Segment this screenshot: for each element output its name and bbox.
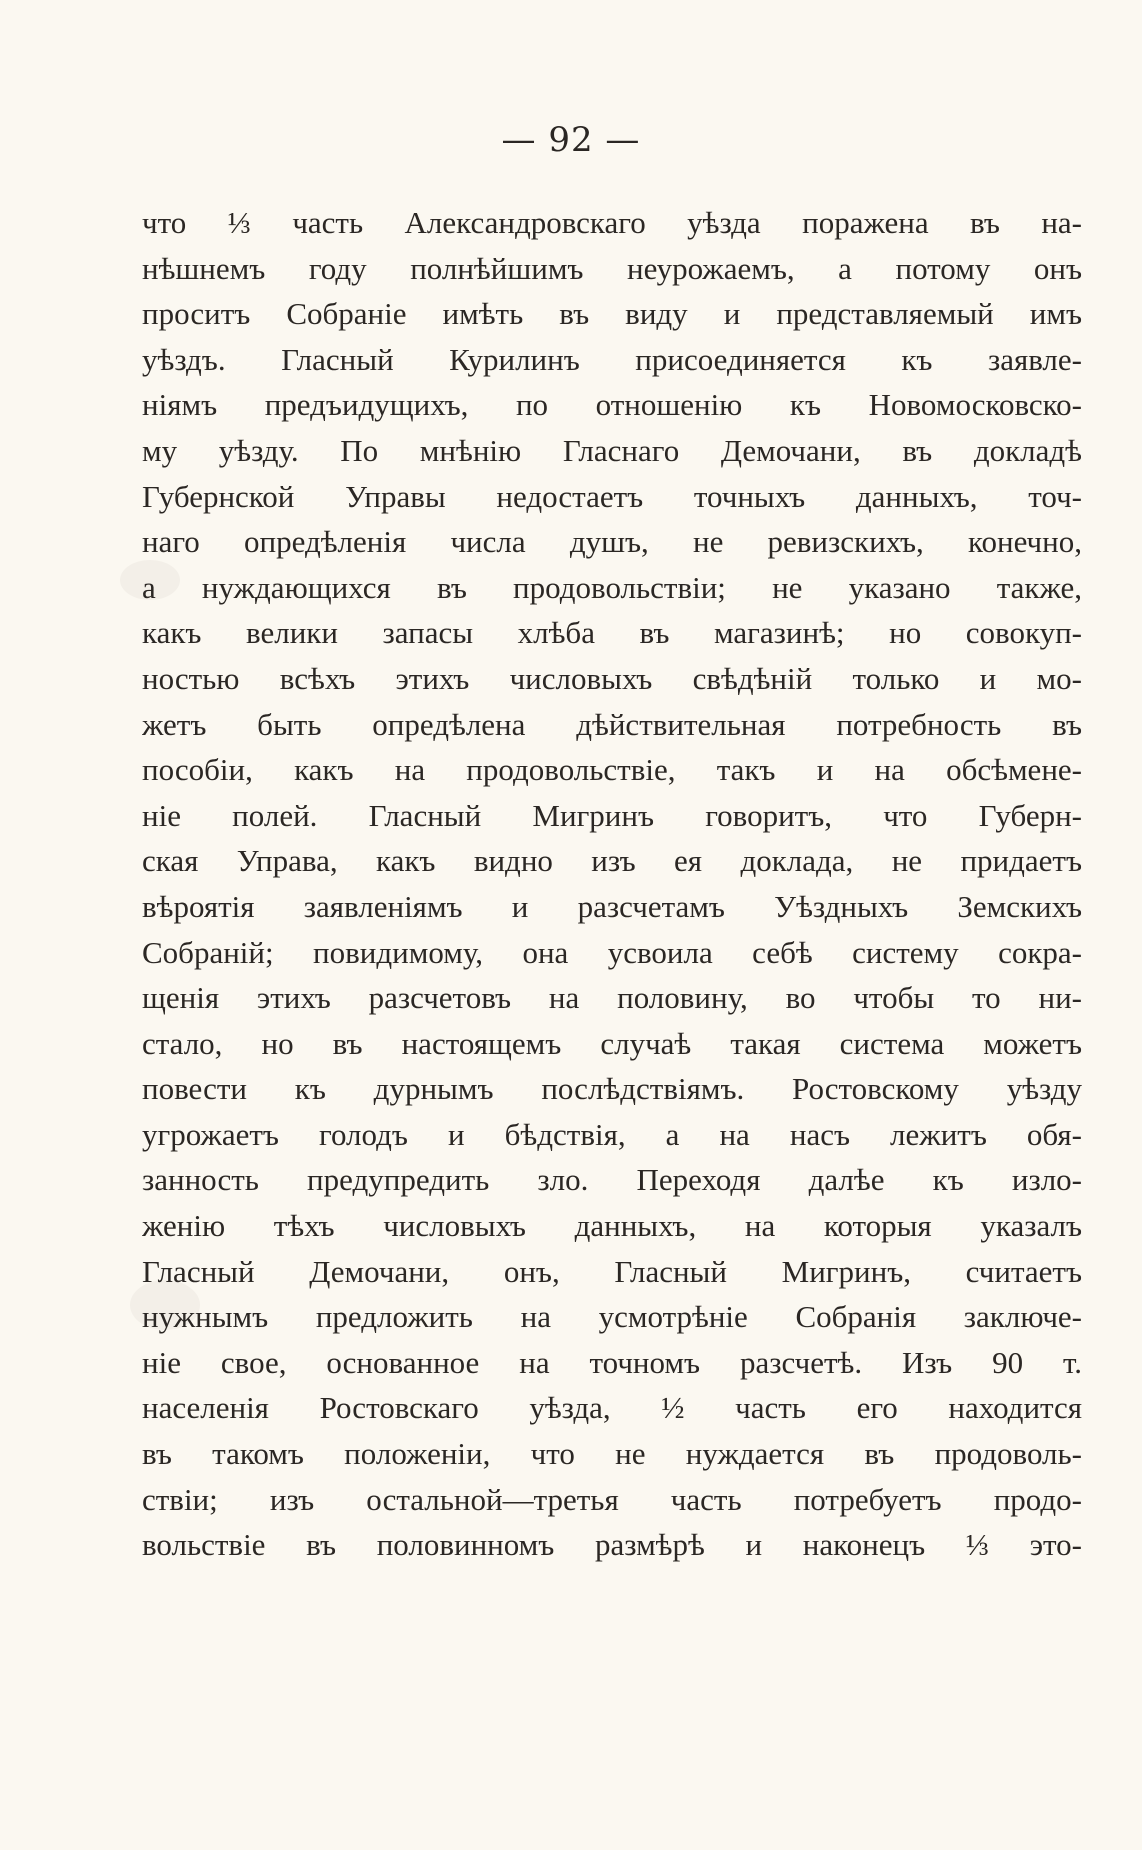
text-line: въ такомъ положеніи, что не нуждается въ продоволь- — [142, 1436, 1082, 1472]
text-line: щенія этихъ разсчетовъ на половину, во чтобы то ни- — [142, 980, 1082, 1016]
text-line: Губернской Управы недостаетъ точныхъ данныхъ, точ- — [142, 478, 1082, 514]
text-line: Гласный Демочани, онъ, Гласный Мигринъ, считаетъ — [142, 1253, 1082, 1289]
page-body-text — [142, 200, 1082, 1568]
text-line: вольствіе въ половинномъ размѣрѣ и наконецъ ⅓ это- — [142, 1527, 1082, 1563]
text-line: стало, но въ настоящемъ случаѣ такая система можетъ — [142, 1025, 1082, 1061]
text-line: ностью всѣхъ этихъ числовыхъ свѣдѣній только и мо- — [142, 660, 1082, 696]
text-line: нѣшнемъ году полнѣйшимъ неурожаемъ, а потому онъ — [142, 250, 1082, 286]
text-line: ніе полей. Гласный Мигринъ говоритъ, что Губерн- — [142, 797, 1082, 833]
text-line: ствіи; изъ остальной—третья часть потребуетъ продо- — [142, 1481, 1082, 1517]
text-line: а нуждающихся въ продовольствіи; не указано также, — [142, 569, 1082, 605]
text-line: наго опредѣленія числа душъ, не ревизскихъ, конечно, — [142, 524, 1082, 560]
text-line: повести къ дурнымъ послѣдствіямъ. Ростовскому уѣзду — [142, 1071, 1082, 1107]
text-line: женію тѣхъ числовыхъ данныхъ, на которыя указалъ — [142, 1208, 1082, 1244]
text-line: какъ велики запасы хлѣба въ магазинѣ; но совокуп- — [142, 615, 1082, 651]
text-line: занность предупредить зло. Переходя далѣе къ изло- — [142, 1162, 1082, 1198]
text-line: угрожаетъ голодъ и бѣдствія, а на насъ лежитъ обя- — [142, 1116, 1082, 1152]
text-line: му уѣзду. По мнѣнію Гласнаго Демочани, въ докладѣ — [142, 432, 1082, 468]
text-line: вѣроятія заявленіямъ и разсчетамъ Уѣздныхъ Земскихъ — [142, 888, 1082, 924]
page-number-header: — 92 — — [501, 120, 641, 160]
text-line: жетъ быть опредѣлена дѣйствительная потребность въ — [142, 706, 1082, 742]
text-line: ніе свое, основанное на точномъ разсчетѣ. Изъ 90 т. — [142, 1344, 1082, 1380]
text-line: пособіи, какъ на продовольствіе, такъ и на обсѣмене- — [142, 752, 1082, 788]
text-line: ская Управа, какъ видно изъ ея доклада, не придаетъ — [142, 843, 1082, 879]
text-line: нужнымъ предложить на усмотрѣніе Собранія заключе- — [142, 1299, 1082, 1335]
text-line: населенія Ростовскаго уѣзда, ½ часть его находится — [142, 1390, 1082, 1426]
text-line: уѣздъ. Гласный Курилинъ присоединяется къ заявле- — [142, 341, 1082, 377]
text-line: что ⅓ часть Александровскаго уѣзда поражена въ на- — [142, 205, 1082, 240]
text-line: проситъ Собраніе имѣть въ виду и представляемый имъ — [142, 296, 1082, 332]
text-line: Собраній; повидимому, она усвоила себѣ систему сокра- — [142, 934, 1082, 970]
text-line: ніямъ предъидущихъ, по отношенію къ Новомосковско- — [142, 387, 1082, 423]
